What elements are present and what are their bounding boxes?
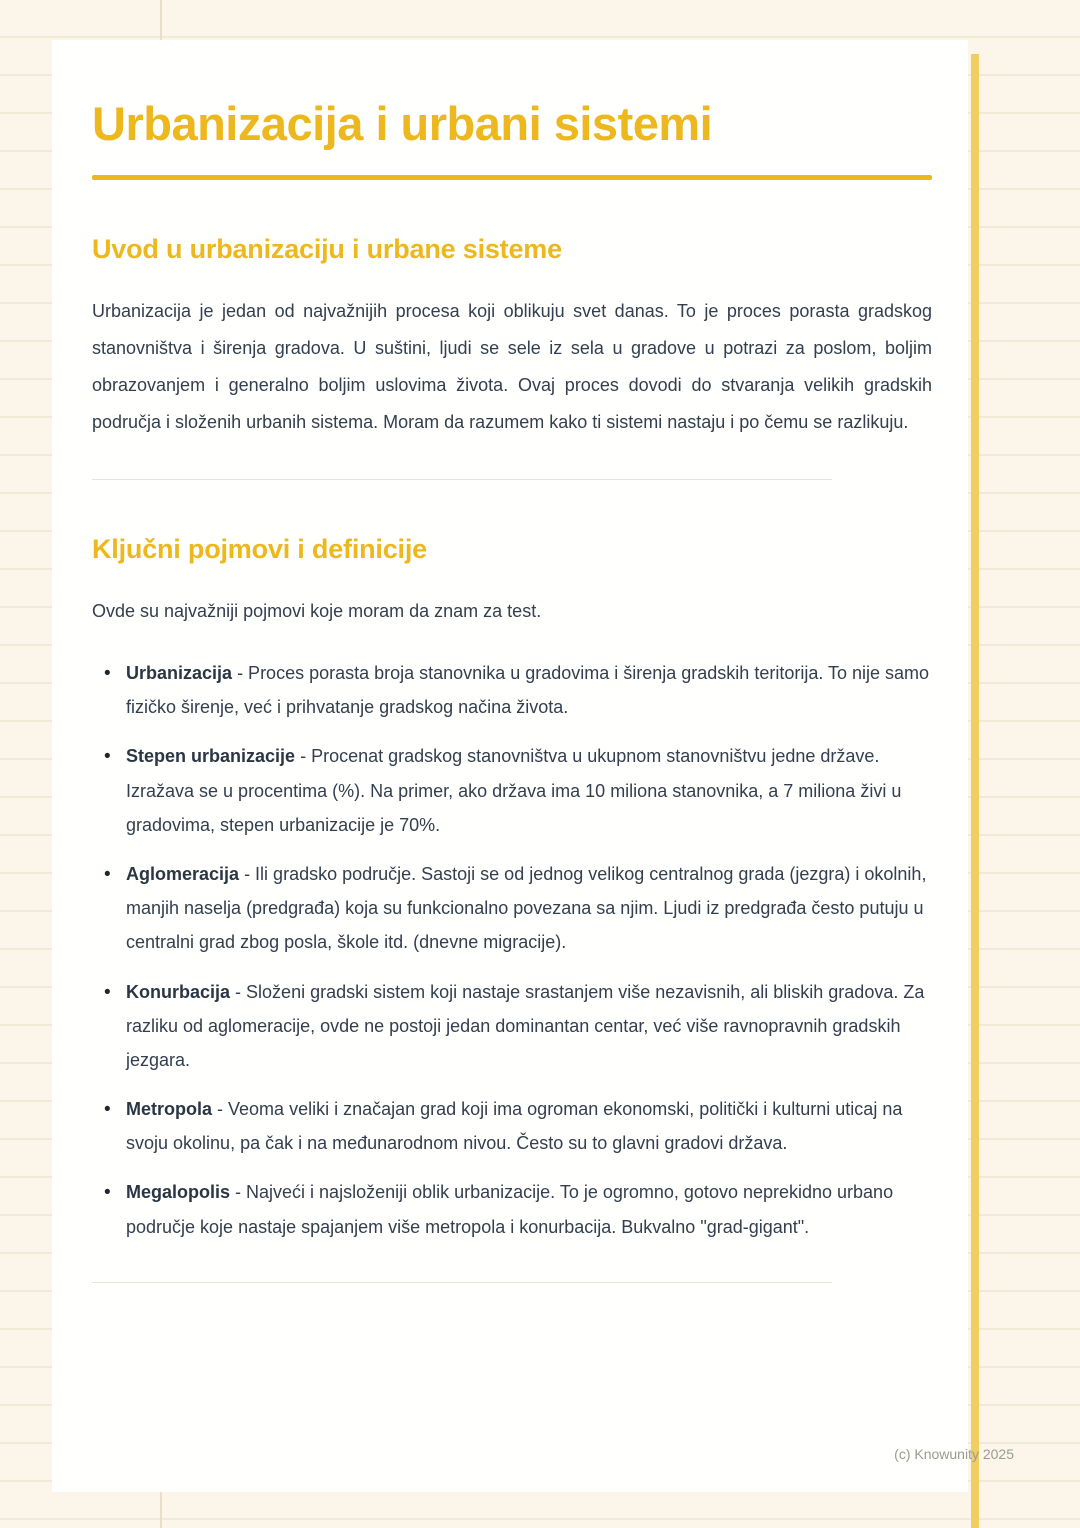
term-name: Megalopolis (126, 1182, 231, 1203)
term-name: Stepen urbanizacije (126, 746, 296, 767)
term-name: Konurbacija (126, 981, 231, 1002)
terms-intro-paragraph: Ovde su najvažniji pojmovi koje moram da znam za test. (92, 600, 542, 621)
intro-paragraph: Urbanizacija je jedan od najvažnijih procesa koji oblikuju svet danas. To je proces porasta gradskog stanovništva i širenja gradova. U suštini, ljudi se sele iz sela u gradove u potrazi za poslom, boljim obrazovanjem i generalno boljim uslovima života. Ovaj proces dovodi do stvaranja velikih gradskih područja i složenih urbanih sistema. Moram da razumem kako ti sistemi nastaju i po čemu se razlikuju. (92, 300, 932, 432)
term-definition: - Ili gradsko područje. Sastoji se od jednog velikog centralnog grada (jezgra) i okolnih, manjih naselja (predgrađa) koja su funkcionalno povezana sa njim. Ljudi iz predgrađa često putuju u centralni grad zbog posla, škole itd. (dnevne migracije). (126, 863, 927, 953)
term-item-urbanizacija (126, 656, 932, 724)
term-definition: - Proces porasta broja stanovnika u gradovima i širenja gradskih teritorija. To nije samo fizičko širenje, već i prihvatanje gradskog načina života. (126, 663, 930, 718)
section-key-terms (92, 534, 932, 1244)
copyright-note: (c) Knowunity 2025 (894, 1446, 1014, 1462)
term-item-metropola (126, 1092, 932, 1160)
term-item-stepen-urbanizacije (126, 739, 932, 842)
title-underline (92, 175, 932, 180)
term-definition: - Procenat gradskog stanovništva u ukupnom stanovništvu jedne države. Izražava se u procentima (%). Na primer, ako država ima 10 miliona stanovnika, a 7 miliona živi u gradovima, stepen urbanizacije je 70%. (126, 746, 902, 835)
term-name: Metropola (126, 1099, 213, 1120)
page-title: Urbanizacija i urbani sistemi (92, 97, 713, 150)
section-divider-bottom (92, 1282, 832, 1283)
accent-stripe (971, 54, 979, 1528)
terms-section-heading: Ključni pojmovi i definicije (92, 533, 427, 564)
term-definition: - Veoma veliki i značajan grad koji ima ogroman ekonomski, politički i kulturni uticaj na svoju okolinu, pa čak i na međunarodnom nivou. Često su to glavni gradovi država. (126, 1099, 903, 1154)
term-name: Aglomeracija (126, 863, 240, 884)
term-item-konurbacija (126, 975, 932, 1078)
section-divider-top (92, 479, 832, 480)
page-sheet (52, 40, 968, 1492)
intro-section-heading: Uvod u urbanizaciju i urbane sisteme (92, 233, 562, 264)
section-intro (92, 234, 932, 441)
term-definition: - Najveći i najsloženiji oblik urbanizacije. To je ogromno, gotovo neprekidno urbano područje koje nastaje spajanjem više metropola i konurbacija. Bukvalno "grad-gigant". (126, 1182, 894, 1237)
term-definition: - Složeni gradski sistem koji nastaje srastanjem više nezavisnih, ali bliskih gradova. Za razliku od aglomeracije, ovde ne postoji jedan dominantan centar, već više ravnopravnih gradskih jezgara. (126, 981, 925, 1070)
terms-list (92, 656, 932, 1244)
term-item-megalopolis (126, 1175, 932, 1243)
term-item-aglomeracija (126, 857, 932, 960)
term-name: Urbanizacija (126, 663, 233, 684)
